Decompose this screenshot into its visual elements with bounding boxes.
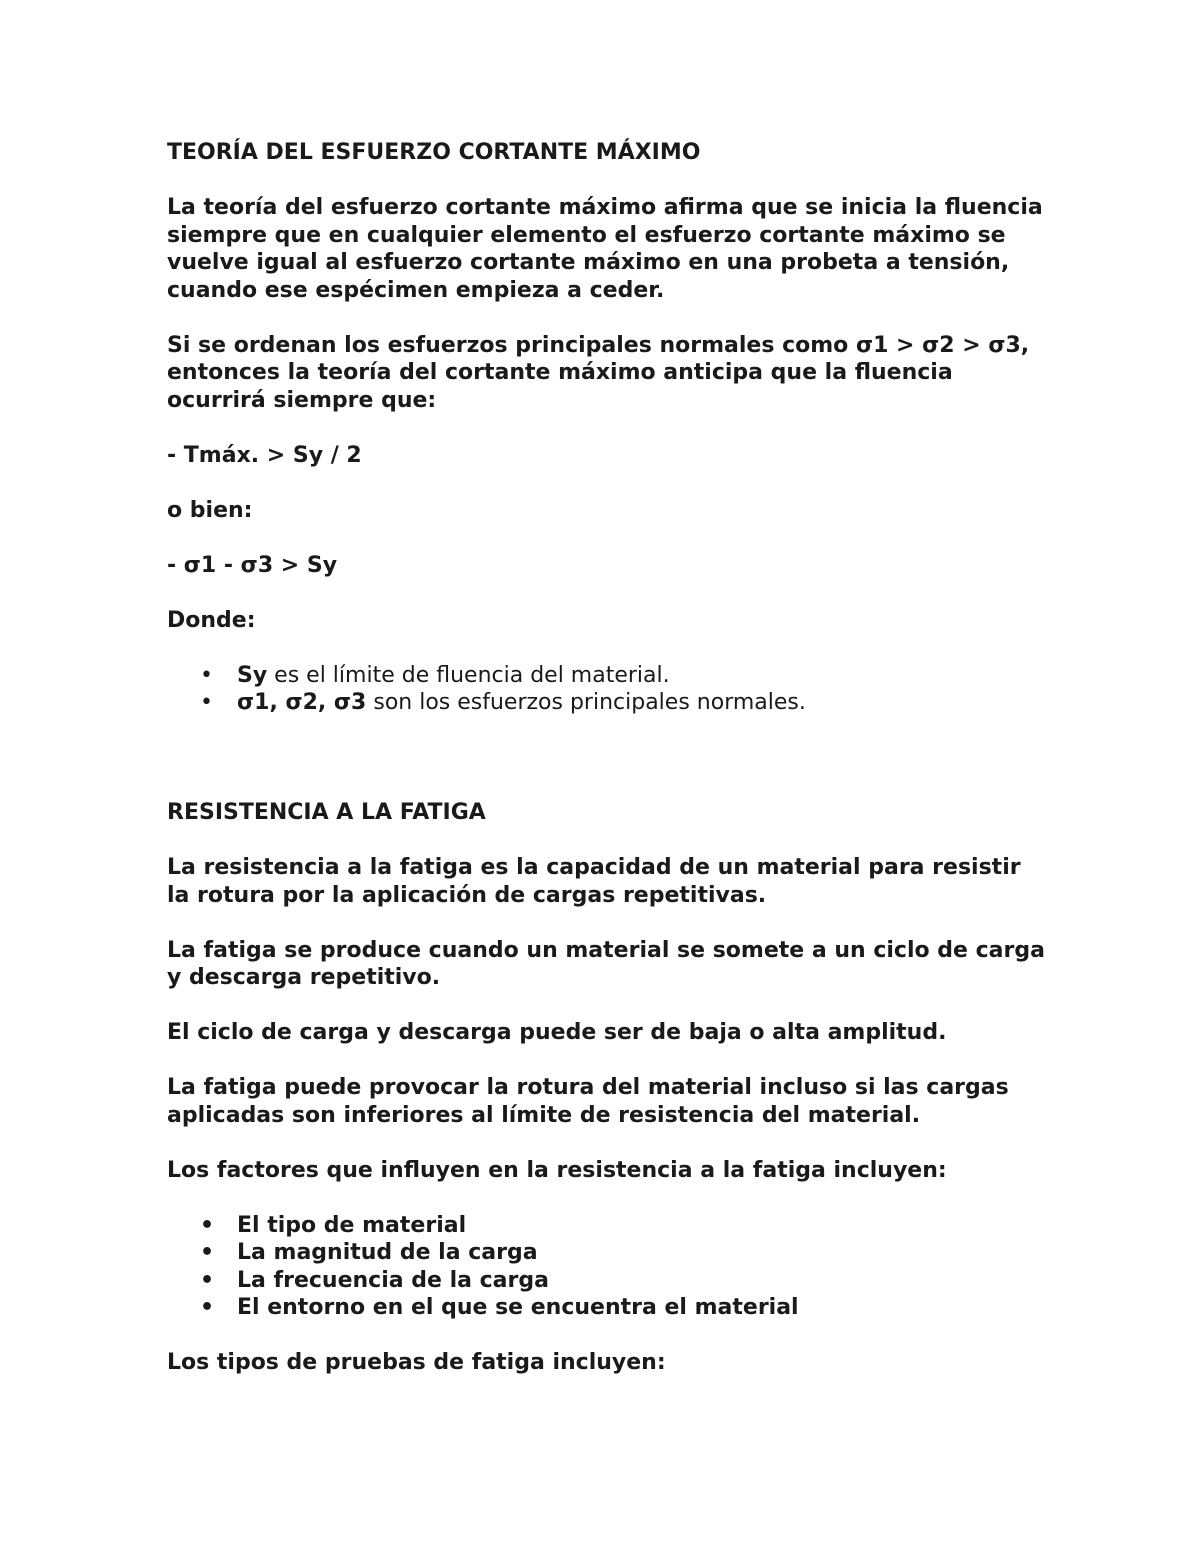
list-item: • El entorno en el que se encuentra el material [167, 1294, 1047, 1322]
paragraph-or: o bien: [167, 497, 253, 523]
list-item: • La magnitud de la carga [167, 1239, 1047, 1267]
definition-desc: es el límite de fluencia del material. [267, 662, 670, 688]
paragraph: La resistencia a la fatiga es la capacidad de un material para resistir la rotura por la aplicación de cargas repetitivas. [167, 855, 1021, 908]
paragraph: La teoría del esfuerzo cortante máximo afirma que se inicia la fluencia siempre que en cualquier elemento el esfuerzo cortante máximo se vuelve igual al esfuerzo cortante máximo en una probeta a tensión, cuando ese espécimen empieza a ceder. [167, 195, 1043, 303]
definition-term: Sy [237, 662, 268, 688]
paragraph: Los tipos de pruebas de fatiga incluyen: [167, 1350, 666, 1375]
equation-shear: - Tmáx. > Sy / 2 [167, 442, 362, 468]
paragraph: La fatiga puede provocar la rotura del material incluso si las cargas aplicadas son inferiores al límite de resistencia del material. [167, 1075, 1009, 1128]
definition-list [167, 662, 1047, 717]
document-body [167, 139, 1047, 1404]
list-item [167, 689, 1047, 717]
list-item: • La frecuencia de la carga [167, 1267, 1047, 1295]
list-item: • El tipo de material [167, 1212, 1047, 1240]
section-title-fatigue: RESISTENCIA A LA FATIGA [167, 800, 486, 825]
paragraph: El ciclo de carga y descarga puede ser de baja o alta amplitud. [167, 1020, 947, 1045]
paragraph: La fatiga se produce cuando un material se somete a un ciclo de carga y descarga repetitivo. [167, 937, 1045, 990]
equation-principal: - σ1 - σ3 > Sy [167, 552, 338, 578]
definition-desc: son los esfuerzos principales normales. [366, 690, 806, 715]
list-item [167, 662, 1047, 690]
factors-list [167, 1212, 1047, 1322]
definition-term: σ1, σ2, σ3 [237, 690, 367, 715]
section-spacer [167, 744, 1047, 799]
paragraph: Los factores que influyen en la resistencia a la fatiga incluyen: [167, 1157, 947, 1183]
where-label: Donde: [167, 607, 256, 633]
paragraph: Si se ordenan los esfuerzos principales normales como σ1 > σ2 > σ3, entonces la teoría del cortante máximo anticipa que la fluencia ocurrirá siempre que: [167, 332, 1030, 413]
section-title-shear-theory: TEORÍA DEL ESFUERZO CORTANTE MÁXIMO [167, 140, 701, 165]
